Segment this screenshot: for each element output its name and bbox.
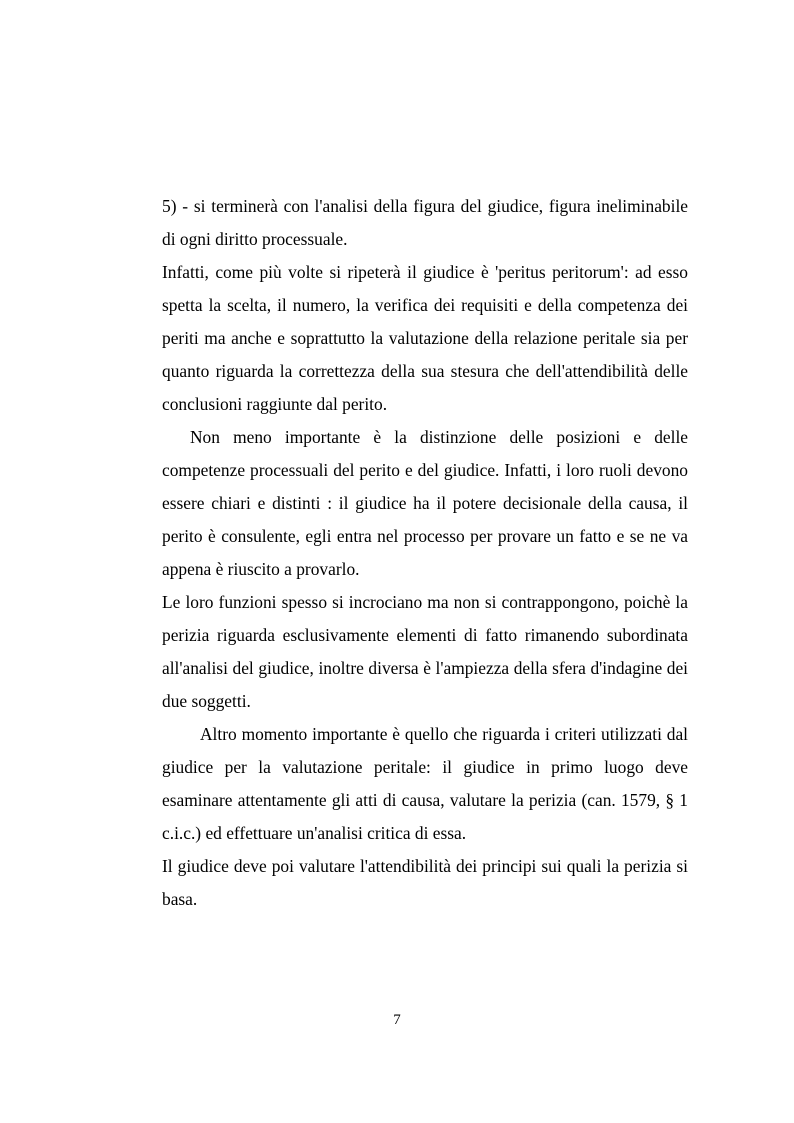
body-text: [162, 190, 688, 916]
page-number: 7: [393, 1012, 401, 1028]
paragraph-1: 5) - si terminerà con l'analisi della figura del giudice, figura ineliminabile di ogni diritto processuale.: [162, 196, 688, 249]
paragraph-5: Altro momento importante è quello che riguarda i criteri utilizzati dal giudice per la valutazione peritale: il giudice in primo luogo deve esaminare attentamente gli atti di causa, valutare la perizia (can. 1579, § 1 c.i.c.) ed effettuare un'analisi critica di essa.: [162, 724, 688, 843]
paragraph-2: Infatti, come più volte si ripeterà il giudice è 'peritus peritorum': ad esso spetta la scelta, il numero, la verifica dei requisiti e della competenza dei periti ma anche e soprattutto la valutazione della relazione peritale sia per quanto riguarda la correttezza della sua stesura che dell'attendibilità delle conclusioni raggiunte dal perito.: [162, 262, 688, 414]
paragraph-4: Le loro funzioni spesso si incrociano ma non si contrappongono, poichè la perizia riguarda esclusivamente elementi di fatto rimanendo subordinata all'analisi del giudice, inoltre diversa è l'ampiezza della sfera d'indagine dei due soggetti.: [162, 592, 688, 711]
paragraph-6: Il giudice deve poi valutare l'attendibilità dei principi sui quali la perizia si basa.: [162, 856, 688, 909]
paragraph-3: Non meno importante è la distinzione delle posizioni e delle competenze processuali del perito e del giudice. Infatti, i loro ruoli devono essere chiari e distinti : il giudice ha il potere decisionale della causa, il perito è consulente, egli entra nel processo per provare un fatto e se ne va appena è riuscito a provarlo.: [162, 427, 688, 579]
